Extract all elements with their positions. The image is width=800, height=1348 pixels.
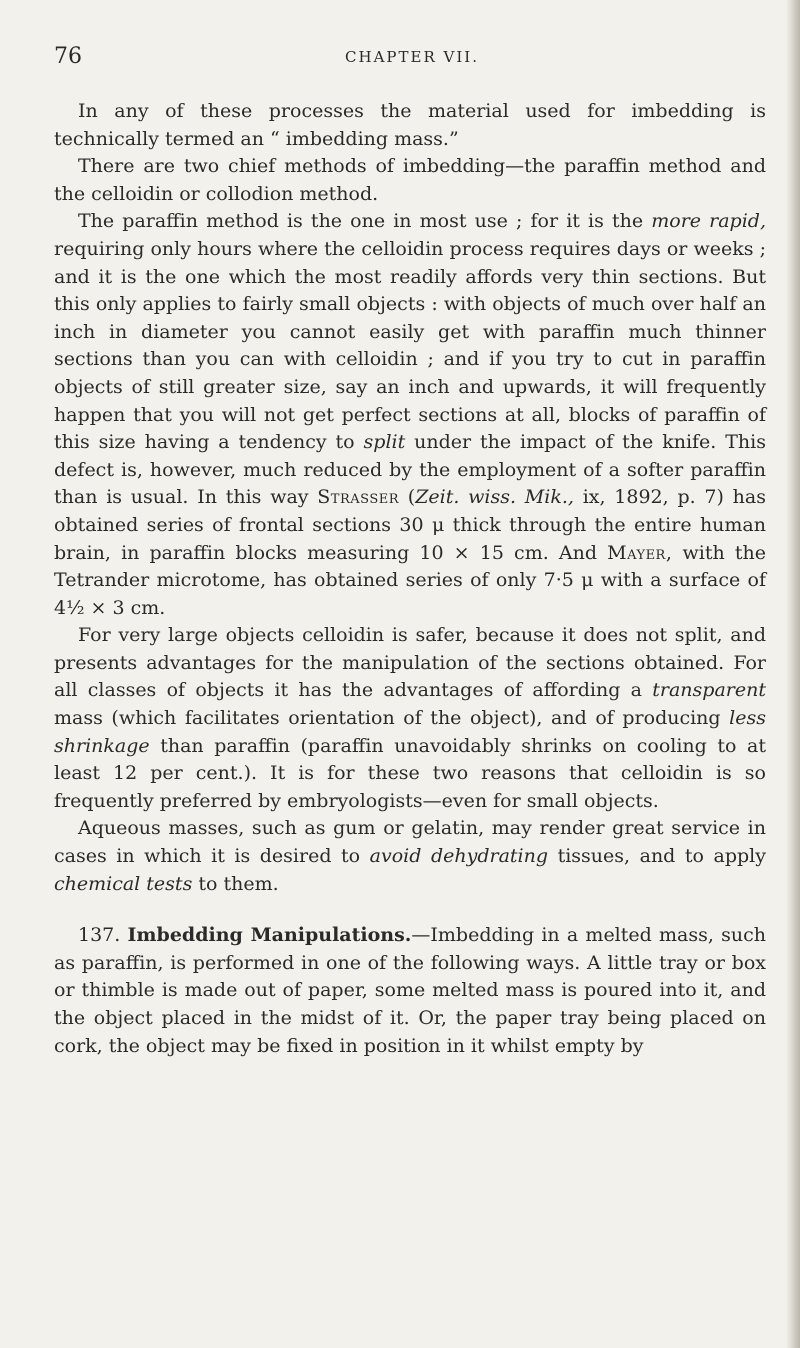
chapter-heading: CHAPTER VII. (345, 48, 479, 66)
text-run: —Imbedding in a melted mass, such as paraffin, is performed in one of the following ways. A little tray or box or thimble is made out of paper, some melted mass is poured into it, and the object placed in the midst of it. Or, the paper tray being placed on cork, the object may be fixed in position in it whilst empty by (54, 924, 766, 1057)
emphasis: chemical tests (54, 872, 193, 895)
section-number: 137. (78, 924, 121, 947)
emphasis: less shrinkage (54, 707, 766, 757)
page-edge-shadow (786, 0, 800, 1348)
page-number: 76 (54, 44, 82, 69)
text-run: There are two chief methods of imbedding—the paraffin method and the celloidin or collodion method. (54, 155, 766, 205)
emphasis: avoid dehydrating (369, 845, 549, 868)
author-name: Mayer, (607, 541, 673, 564)
text-run: ix, 1892, p. 7) has obtained series of frontal sections 30 μ thick through the entire human brain, in paraffin blocks measuring 10 × 15 cm. And (54, 486, 766, 564)
text-run: For very large objects celloidin is safer, because it does not split, and presents advantages for the manipulation of the sections obtained. For all classes of objects it has the advantages of affording a (54, 624, 766, 702)
text-run: to them. (192, 872, 279, 895)
paragraph-imbedding-mass (54, 98, 766, 153)
body-text (54, 98, 766, 1060)
journal-citation: Zeit. wiss. Mik., (415, 486, 574, 509)
paragraph-paraffin-method (54, 208, 766, 622)
text-run: mass (which facilitates orientation of the object), and of producing (54, 707, 730, 730)
text-run: ( (399, 486, 416, 509)
author-name: Strasser (317, 486, 400, 509)
text-run: The paraffin method is the one in most use ; for it is the (78, 210, 652, 233)
emphasis: more rapid, (651, 210, 766, 233)
emphasis: transparent (652, 679, 766, 702)
paragraph-aqueous-masses (54, 815, 766, 898)
section-title: Imbedding Manipulations. (127, 924, 412, 947)
section-137 (54, 922, 766, 1060)
running-head (54, 30, 770, 68)
text-run: with the Tetrander microtome, has obtained series of only 7·5 μ with a surface of 4½ × 3 cm. (54, 541, 766, 619)
text-run: requiring only hours where the celloidin process requires days or weeks ; and it is the one which the most readily affords very thin sections. But this only applies to fairly small objects : with objects of much over half an inch in diameter you cannot easily get with paraffin much thinner sections than you can with celloidin ; and if you try to cut in paraffin objects of still greater size, say an inch and upwards, it will frequently happen that you will not get perfect sections at all, blocks of paraffin of this size having a tendency to (54, 237, 766, 454)
emphasis: split (363, 431, 406, 454)
paragraph-celloidin (54, 622, 766, 815)
text-run: In any of these processes the material used for imbedding is technically termed an “ imbedding mass.” (54, 100, 766, 150)
paragraph-two-methods (54, 153, 766, 208)
text-run: than paraffin (paraffin unavoidably shrinks on cooling to at least 12 per cent.). It is for these two reasons that celloidin is so frequently preferred by embryologists—even for small objects. (54, 734, 766, 812)
text-run: tissues, and to apply (548, 845, 766, 868)
text-run: under the impact of the knife. This defect is, however, much reduced by the employment of a softer paraffin than is usual. In this way (54, 431, 766, 509)
text-run: Aqueous masses, such as gum or gelatin, may render great service in cases in which it is desired to (54, 817, 766, 868)
